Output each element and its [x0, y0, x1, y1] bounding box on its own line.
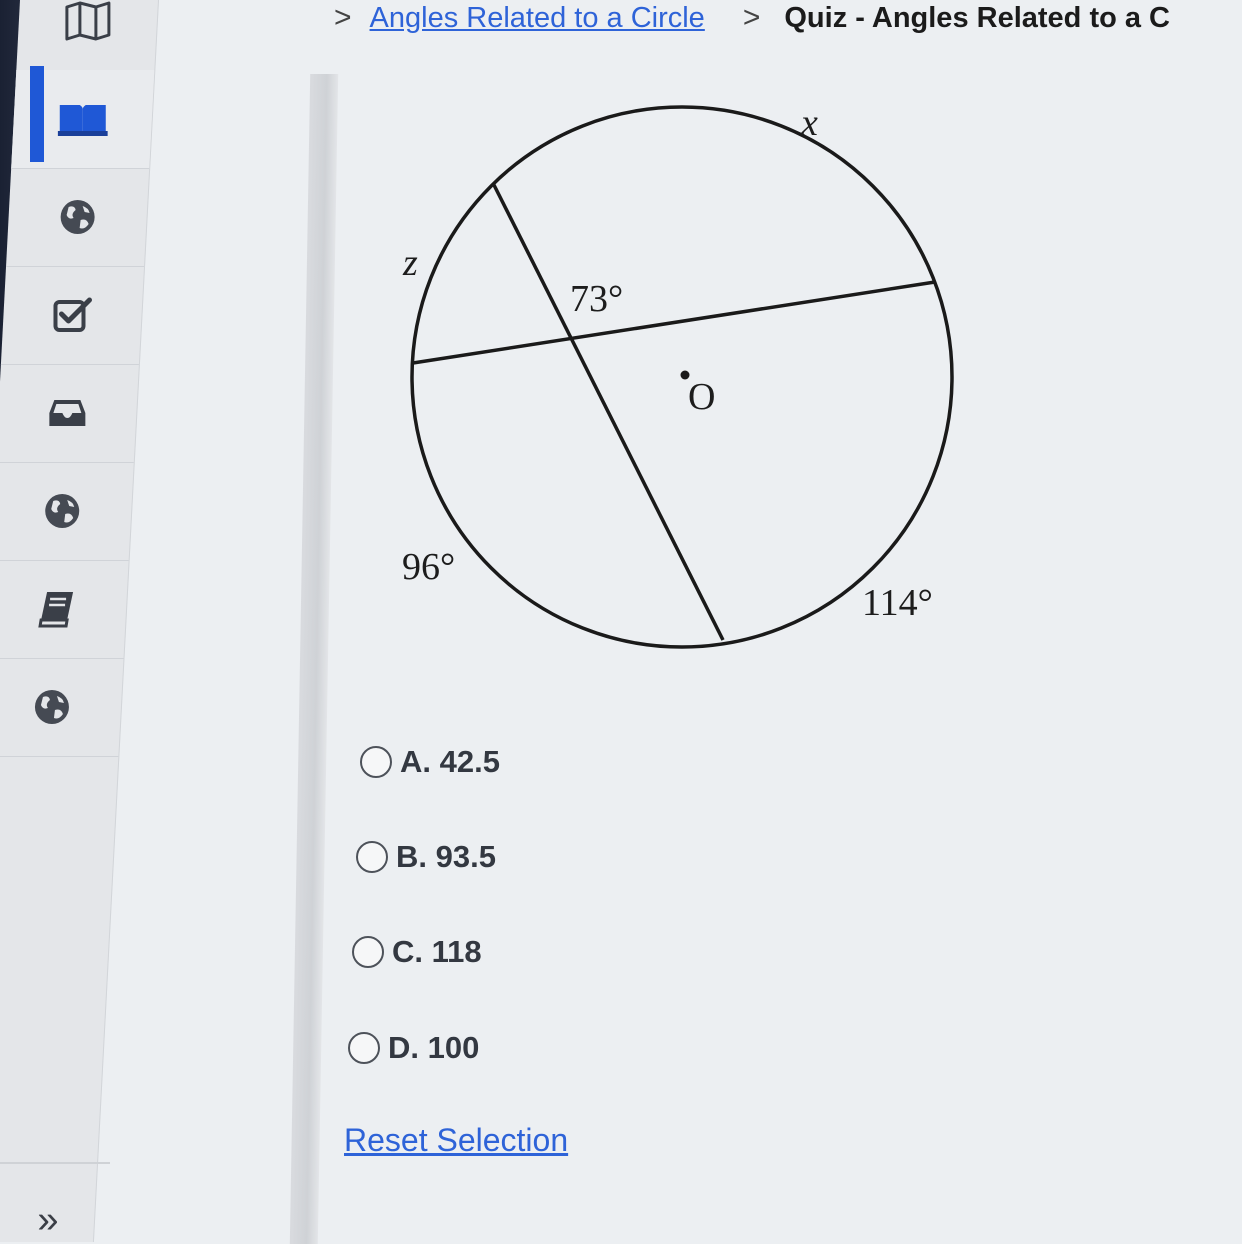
- choice-a[interactable]: [360, 744, 500, 780]
- radio-button[interactable]: [356, 841, 388, 873]
- circle-figure: [380, 95, 980, 665]
- sidebar-item-notebook[interactable]: [0, 560, 129, 659]
- globe-icon: [33, 688, 71, 726]
- label-arc-x: x: [801, 101, 818, 145]
- label-angle-73: 73°: [570, 277, 623, 321]
- choice-label: C. 118: [392, 934, 482, 970]
- label-arc-114: 114°: [862, 581, 933, 625]
- reset-selection-link[interactable]: Reset Selection: [344, 1122, 568, 1159]
- sidebar-item-globe-1[interactable]: [6, 168, 149, 267]
- choice-label: D. 100: [388, 1030, 479, 1066]
- breadcrumb-separator: >: [334, 1, 352, 35]
- radio-button[interactable]: [352, 936, 384, 968]
- breadcrumb: [190, 0, 1242, 44]
- label-arc-z: z: [403, 241, 418, 285]
- sidebar-item-inbox[interactable]: [0, 364, 139, 463]
- choice-label: A. 42.5: [400, 744, 500, 780]
- radio-button[interactable]: [348, 1032, 380, 1064]
- sidebar: [0, 0, 159, 1242]
- choice-label: B. 93.5: [396, 839, 496, 875]
- breadcrumb-separator: >: [743, 1, 761, 35]
- breadcrumb-link-lesson[interactable]: Angles Related to a Circle: [370, 2, 705, 35]
- expand-sidebar-button[interactable]: »: [18, 1200, 78, 1240]
- map-icon: [64, 1, 112, 41]
- breadcrumb-current-page: Quiz - Angles Related to a C: [784, 2, 1170, 35]
- globe-icon: [59, 198, 97, 236]
- label-center-o: O: [688, 375, 715, 419]
- content-divider: [290, 74, 338, 1244]
- circle-diagram: [380, 95, 980, 665]
- sidebar-item-map[interactable]: [16, 0, 159, 71]
- label-arc-96: 96°: [402, 545, 455, 589]
- globe-icon: [43, 492, 81, 530]
- choice-c[interactable]: [352, 934, 482, 970]
- active-item-indicator: [30, 66, 44, 162]
- inbox-tray-icon: [47, 397, 87, 429]
- sidebar-item-assignments[interactable]: [1, 266, 144, 365]
- sidebar-item-globe-3[interactable]: [0, 658, 124, 757]
- sidebar-item-globe-2[interactable]: [0, 462, 134, 561]
- chord-2: [413, 282, 935, 363]
- radio-button[interactable]: [360, 746, 392, 778]
- choice-d[interactable]: [348, 1030, 479, 1066]
- choice-b[interactable]: [356, 839, 496, 875]
- sidebar-footer-divider: [0, 1162, 110, 1164]
- checkbox-icon: [52, 297, 92, 333]
- closed-book-icon: [37, 590, 77, 628]
- open-book-icon: [58, 101, 108, 137]
